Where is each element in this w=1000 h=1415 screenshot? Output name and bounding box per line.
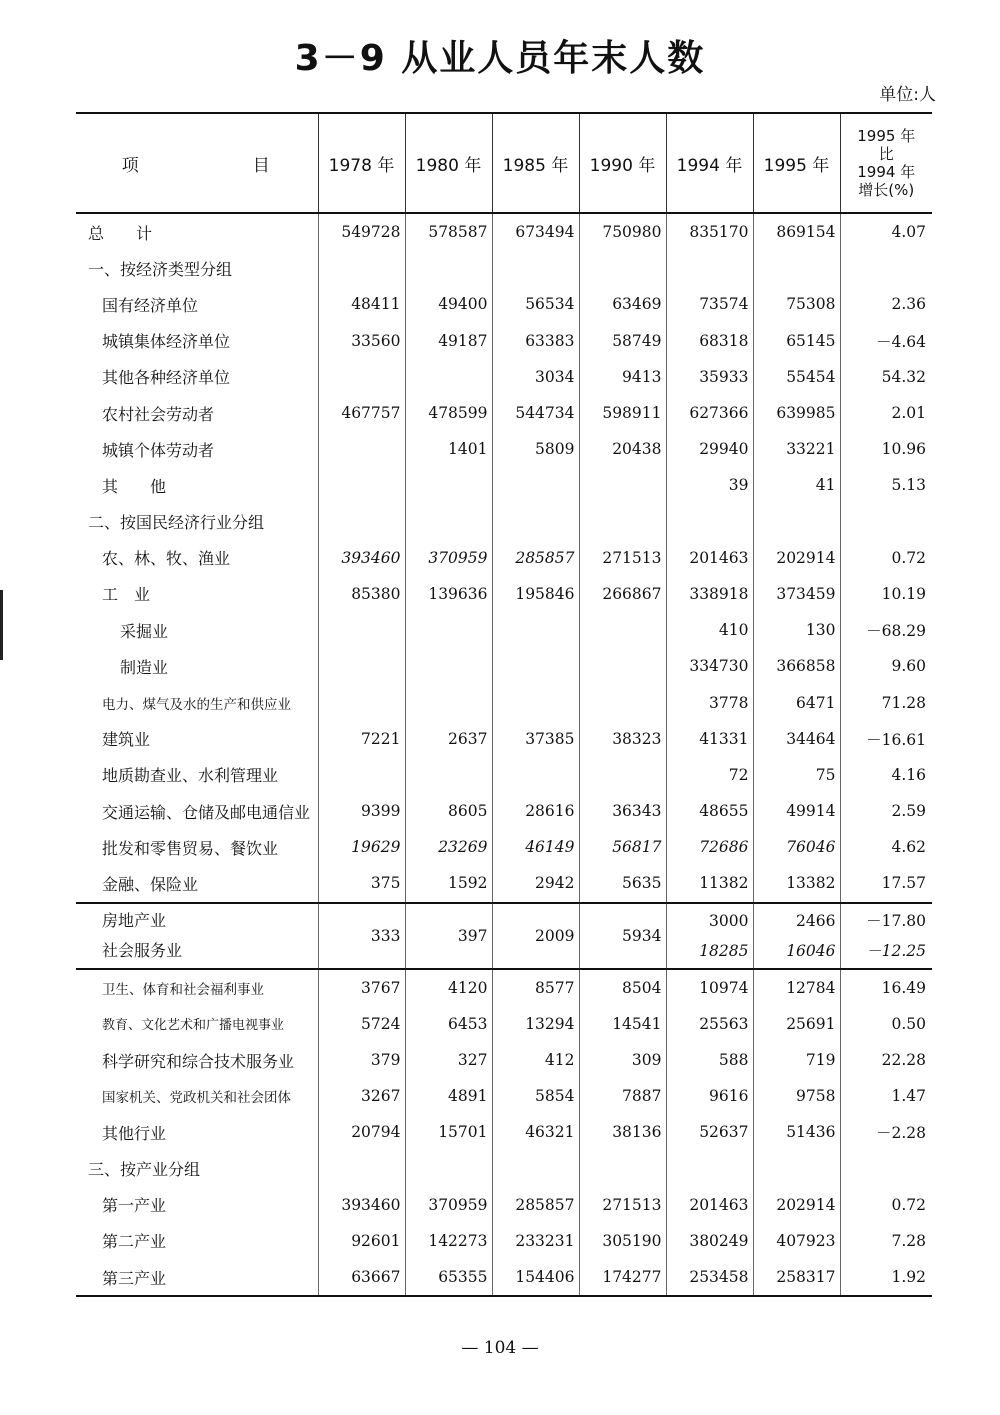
- table-row: [76, 540, 932, 576]
- growth-cell: [840, 1151, 932, 1187]
- table-cell: [579, 504, 666, 540]
- header-growth-line1: 1995 年: [857, 127, 916, 145]
- table-cell: 75308: [753, 286, 840, 322]
- table-cell: 201463: [666, 540, 753, 576]
- table-row: [76, 504, 932, 540]
- table-row: [76, 1151, 932, 1187]
- row-label: 电力、煤气及水的生产和供应业: [102, 696, 291, 713]
- table-row: [76, 395, 932, 431]
- growth-cell: [840, 504, 932, 540]
- table-cell: [492, 684, 579, 720]
- table-row: [76, 431, 932, 467]
- table-cell: 38136: [579, 1114, 666, 1150]
- table-cell: [405, 467, 492, 503]
- table-cell: [579, 684, 666, 720]
- table-cell: [318, 504, 405, 540]
- table-cell: [405, 612, 492, 648]
- table-cell: 271513: [579, 540, 666, 576]
- unit-label: 单位:人: [879, 85, 936, 105]
- row-label: 其他行业: [102, 1123, 167, 1143]
- table-cell: 52637: [666, 1114, 753, 1150]
- row-label: 交通运输、仓储及邮电通信业: [102, 802, 311, 822]
- table-cell: 4891: [405, 1078, 492, 1114]
- table-body-merged: [76, 903, 932, 969]
- table-cell: 9758: [753, 1078, 840, 1114]
- table-cell: 8605: [405, 793, 492, 829]
- row-label: 农村社会劳动者: [102, 404, 215, 424]
- table-cell: 375: [318, 865, 405, 902]
- table-cell: 29940: [666, 431, 753, 467]
- scan-edge-mark: [0, 590, 3, 660]
- employment-table: [76, 112, 932, 1297]
- table-cell: 130: [753, 612, 840, 648]
- cell-social-services-growth: －12.25: [866, 941, 926, 960]
- table-cell: 750980: [579, 213, 666, 250]
- table-cell: 37385: [492, 721, 579, 757]
- table-cell: 12784: [753, 969, 840, 1006]
- table-cell: 65355: [405, 1259, 492, 1296]
- table-cell: 202914: [753, 1187, 840, 1223]
- table-cell: [579, 467, 666, 503]
- row-label: 建筑业: [102, 730, 151, 750]
- cell-merged-1978: 333: [318, 903, 405, 969]
- row-label: 国家机关、党政机关和社会团体: [102, 1090, 291, 1107]
- table-cell: 5854: [492, 1078, 579, 1114]
- cell-merged-growth: [840, 903, 932, 969]
- table-cell: 588: [666, 1042, 753, 1078]
- table-cell: 92601: [318, 1223, 405, 1259]
- header-year-1978: 1978 年: [318, 113, 405, 213]
- growth-cell: 9.60: [840, 648, 932, 684]
- cell-merged-1995: [753, 903, 840, 969]
- table-cell: [318, 431, 405, 467]
- table-cell: 13382: [753, 865, 840, 902]
- table-cell: 412: [492, 1042, 579, 1078]
- table-cell: 34464: [753, 721, 840, 757]
- row-label: 采掘业: [120, 621, 169, 641]
- table-cell: 9616: [666, 1078, 753, 1114]
- table-cell: [318, 757, 405, 793]
- table-cell: 544734: [492, 395, 579, 431]
- table-cell: 48411: [318, 286, 405, 322]
- table-row: [76, 829, 932, 865]
- table-cell: 39: [666, 467, 753, 503]
- table-cell: 201463: [666, 1187, 753, 1223]
- row-label: 地质勘查业、水利管理业: [102, 766, 279, 786]
- table-cell: [666, 250, 753, 286]
- row-label: 科学研究和综合技术服务业: [102, 1051, 295, 1071]
- table-cell: [579, 612, 666, 648]
- table-cell: 2637: [405, 721, 492, 757]
- table-cell: [492, 757, 579, 793]
- row-label: 二、按国民经济行业分组: [88, 513, 265, 533]
- table-cell: 2942: [492, 865, 579, 902]
- table-cell: [318, 467, 405, 503]
- table-cell: 6453: [405, 1006, 492, 1042]
- table-cell: 48655: [666, 793, 753, 829]
- table-cell: [492, 504, 579, 540]
- table-cell: 407923: [753, 1223, 840, 1259]
- table-cell: [753, 250, 840, 286]
- table-cell: [318, 250, 405, 286]
- growth-cell: －68.29: [840, 612, 932, 648]
- table-cell: [492, 1151, 579, 1187]
- row-label: 农、林、牧、渔业: [102, 549, 231, 569]
- row-label: 其他各种经济单位: [102, 368, 231, 388]
- table-cell: 4120: [405, 969, 492, 1006]
- growth-cell: 2.36: [840, 286, 932, 322]
- table-row: [76, 1259, 932, 1296]
- table-cell: 673494: [492, 213, 579, 250]
- table-cell: [318, 684, 405, 720]
- growth-cell: 1.92: [840, 1259, 932, 1296]
- row-label-real-estate: 房地产业: [102, 910, 167, 930]
- table-cell: 8504: [579, 969, 666, 1006]
- table-cell: [579, 648, 666, 684]
- table-cell: 380249: [666, 1223, 753, 1259]
- table-cell: 202914: [753, 540, 840, 576]
- table-cell: 7221: [318, 721, 405, 757]
- table-cell: 56534: [492, 286, 579, 322]
- table-cell: 305190: [579, 1223, 666, 1259]
- table-cell: 266867: [579, 576, 666, 612]
- table-cell: 154406: [492, 1259, 579, 1296]
- table-row: [76, 250, 932, 286]
- growth-cell: 0.50: [840, 1006, 932, 1042]
- table-cell: [405, 648, 492, 684]
- table-cell: 58749: [579, 323, 666, 359]
- table-cell: 9399: [318, 793, 405, 829]
- table-cell: 467757: [318, 395, 405, 431]
- cell-merged-1980: 397: [405, 903, 492, 969]
- row-label: 制造业: [120, 657, 169, 677]
- growth-cell: 4.16: [840, 757, 932, 793]
- table-row: [76, 323, 932, 359]
- table-cell: [405, 504, 492, 540]
- table-cell: 63667: [318, 1259, 405, 1296]
- table-cell: 35933: [666, 359, 753, 395]
- table-row: [76, 721, 932, 757]
- table-cell: 72: [666, 757, 753, 793]
- row-label: 其 他: [102, 476, 167, 496]
- table-cell: 869154: [753, 213, 840, 250]
- table-cell: [318, 612, 405, 648]
- table-cell: 285857: [492, 1187, 579, 1223]
- table-cell: 49400: [405, 286, 492, 322]
- header-year-1990: 1990 年: [579, 113, 666, 213]
- table-cell: 174277: [579, 1259, 666, 1296]
- table-cell: 3767: [318, 969, 405, 1006]
- table-row: [76, 969, 932, 1006]
- growth-cell: 0.72: [840, 1187, 932, 1223]
- growth-cell: 10.19: [840, 576, 932, 612]
- table-cell: 285857: [492, 540, 579, 576]
- table-cell: 46149: [492, 829, 579, 865]
- table-cell: 85380: [318, 576, 405, 612]
- table-row: [76, 612, 932, 648]
- table-cell: 41: [753, 467, 840, 503]
- growth-cell: 4.62: [840, 829, 932, 865]
- row-label: 卫生、体育和社会福利事业: [102, 981, 264, 998]
- table-cell: 25691: [753, 1006, 840, 1042]
- page-title: 3－9 从业人员年末人数: [294, 38, 706, 79]
- table-cell: 20438: [579, 431, 666, 467]
- growth-cell: 71.28: [840, 684, 932, 720]
- table-cell: 258317: [753, 1259, 840, 1296]
- cell-real-estate-growth: －17.80: [866, 911, 926, 930]
- table-row-merged: [76, 903, 932, 969]
- cell-merged-1994: [666, 903, 753, 969]
- table-cell: 56817: [579, 829, 666, 865]
- cell-real-estate-1995: 2466: [796, 911, 836, 930]
- table-cell: 393460: [318, 1187, 405, 1223]
- table-cell: [405, 250, 492, 286]
- table-cell: 393460: [318, 540, 405, 576]
- row-label: 第二产业: [102, 1232, 167, 1252]
- table-cell: [318, 648, 405, 684]
- table-cell: 3778: [666, 684, 753, 720]
- table-cell: 233231: [492, 1223, 579, 1259]
- table-cell: [405, 1151, 492, 1187]
- growth-cell: 17.57: [840, 865, 932, 902]
- table-cell: 25563: [666, 1006, 753, 1042]
- table-cell: 142273: [405, 1223, 492, 1259]
- table-cell: 76046: [753, 829, 840, 865]
- table-cell: [579, 250, 666, 286]
- row-label: 教育、文化艺术和广播电视事业: [102, 1018, 285, 1034]
- header-item: [76, 113, 318, 213]
- table-body-top: [76, 213, 932, 903]
- row-label-merged: [76, 903, 318, 969]
- table-cell: 410: [666, 612, 753, 648]
- header-growth-line4: 增长(%): [858, 181, 915, 199]
- table-cell: 73574: [666, 286, 753, 322]
- table-cell: 549728: [318, 213, 405, 250]
- table-row: [76, 684, 932, 720]
- table-cell: 3267: [318, 1078, 405, 1114]
- table-cell: 379: [318, 1042, 405, 1078]
- row-label: 工 业: [102, 585, 151, 605]
- table-row: [76, 793, 932, 829]
- growth-cell: 0.72: [840, 540, 932, 576]
- table-cell: 835170: [666, 213, 753, 250]
- row-label: 第三产业: [76, 1259, 318, 1296]
- row-label: 第一产业: [102, 1196, 167, 1216]
- table-cell: 3034: [492, 359, 579, 395]
- cell-merged-1990: 5934: [579, 903, 666, 969]
- table-cell: 46321: [492, 1114, 579, 1150]
- header-item-left: 项: [121, 155, 141, 176]
- table-cell: 578587: [405, 213, 492, 250]
- table-row: [76, 757, 932, 793]
- table-cell: 15701: [405, 1114, 492, 1150]
- header-year-1995: 1995 年: [753, 113, 840, 213]
- row-label: 城镇个体劳动者: [102, 440, 215, 460]
- table-row: [76, 1006, 932, 1042]
- table-cell: 5724: [318, 1006, 405, 1042]
- table-cell: [666, 504, 753, 540]
- table-cell: 49187: [405, 323, 492, 359]
- growth-cell: 10.96: [840, 431, 932, 467]
- table-row: [76, 576, 932, 612]
- table-cell: 478599: [405, 395, 492, 431]
- header-year-1985: 1985 年: [492, 113, 579, 213]
- table-cell: 9413: [579, 359, 666, 395]
- table-cell: 309: [579, 1042, 666, 1078]
- table-cell: [753, 504, 840, 540]
- table-cell: 63383: [492, 323, 579, 359]
- table-cell: 11382: [666, 865, 753, 902]
- growth-cell: 16.49: [840, 969, 932, 1006]
- growth-cell: [840, 250, 932, 286]
- table-cell: 719: [753, 1042, 840, 1078]
- row-label-social-services: 社会服务业: [102, 940, 183, 960]
- header-row: [76, 113, 932, 213]
- growth-cell: 54.32: [840, 359, 932, 395]
- table-cell: 41331: [666, 721, 753, 757]
- header-growth-line3: 1994 年: [857, 163, 916, 181]
- growth-cell: 5.13: [840, 467, 932, 503]
- header-year-1994: 1994 年: [666, 113, 753, 213]
- cell-social-services-1994: 18285: [699, 941, 749, 960]
- growth-cell: －16.61: [840, 721, 932, 757]
- table-cell: 370959: [405, 540, 492, 576]
- row-label: 城镇集体经济单位: [102, 332, 231, 352]
- table-cell: 6471: [753, 684, 840, 720]
- table-cell: 253458: [666, 1259, 753, 1296]
- table-cell: 627366: [666, 395, 753, 431]
- table-row: [76, 865, 932, 902]
- cell-social-services-1995: 16046: [786, 941, 836, 960]
- table-cell: 5635: [579, 865, 666, 902]
- table-row: [76, 1078, 932, 1114]
- table-cell: 598911: [579, 395, 666, 431]
- table-row: [76, 286, 932, 322]
- table-cell: [492, 467, 579, 503]
- header-year-1980: 1980 年: [405, 113, 492, 213]
- header-item-right: 目: [252, 155, 272, 176]
- table-cell: 271513: [579, 1187, 666, 1223]
- growth-cell: 2.59: [840, 793, 932, 829]
- row-label: 国有经济单位: [102, 295, 199, 315]
- table-row: [76, 213, 932, 250]
- table-row: [76, 1114, 932, 1150]
- growth-cell: 1.47: [840, 1078, 932, 1114]
- header-growth-line2: 比: [878, 145, 894, 163]
- table-row: [76, 467, 932, 503]
- table-cell: 75: [753, 757, 840, 793]
- table-cell: 366858: [753, 648, 840, 684]
- row-label: 一、按经济类型分组: [88, 259, 233, 279]
- table-cell: 327: [405, 1042, 492, 1078]
- table-cell: [579, 1151, 666, 1187]
- table-cell: [405, 684, 492, 720]
- growth-cell: －4.64: [840, 323, 932, 359]
- table-cell: 195846: [492, 576, 579, 612]
- table-cell: [492, 648, 579, 684]
- table-row: [76, 1187, 932, 1223]
- table-cell: 49914: [753, 793, 840, 829]
- table-cell: [492, 612, 579, 648]
- table-cell: [405, 359, 492, 395]
- table-cell: [579, 757, 666, 793]
- table-cell: 28616: [492, 793, 579, 829]
- table-cell: 20794: [318, 1114, 405, 1150]
- table-cell: 8577: [492, 969, 579, 1006]
- table-cell: [492, 250, 579, 286]
- table-row: [76, 359, 932, 395]
- table-cell: [318, 1151, 405, 1187]
- table-row: [76, 648, 932, 684]
- table-cell: 33560: [318, 323, 405, 359]
- growth-cell: 2.01: [840, 395, 932, 431]
- table-cell: 1592: [405, 865, 492, 902]
- table-cell: 65145: [753, 323, 840, 359]
- table-cell: 23269: [405, 829, 492, 865]
- cell-merged-1985: 2009: [492, 903, 579, 969]
- growth-cell: 4.07: [840, 213, 932, 250]
- table-cell: [318, 359, 405, 395]
- table-cell: 370959: [405, 1187, 492, 1223]
- row-label: 金融、保险业: [76, 865, 318, 902]
- growth-cell: －2.28: [840, 1114, 932, 1150]
- row-label: 总 计: [88, 223, 153, 243]
- table-cell: 334730: [666, 648, 753, 684]
- table-cell: 1401: [405, 431, 492, 467]
- table-body-bottom: [76, 969, 932, 1297]
- table-cell: [666, 1151, 753, 1187]
- table-cell: 51436: [753, 1114, 840, 1150]
- row-label: 批发和零售贸易、餐饮业: [102, 838, 279, 858]
- table-cell: [405, 757, 492, 793]
- table-cell: 373459: [753, 576, 840, 612]
- table-cell: 7887: [579, 1078, 666, 1114]
- header-growth: [840, 113, 932, 213]
- table-cell: 13294: [492, 1006, 579, 1042]
- table-cell: 10974: [666, 969, 753, 1006]
- page-number: — 104 —: [461, 1338, 539, 1358]
- table-row: [76, 1042, 932, 1078]
- table-cell: [753, 1151, 840, 1187]
- growth-cell: 7.28: [840, 1223, 932, 1259]
- table-cell: 5809: [492, 431, 579, 467]
- table-cell: 19629: [318, 829, 405, 865]
- table-cell: 338918: [666, 576, 753, 612]
- table-cell: 639985: [753, 395, 840, 431]
- table-cell: 72686: [666, 829, 753, 865]
- table-row: [76, 1223, 932, 1259]
- table-cell: 55454: [753, 359, 840, 395]
- table-cell: 36343: [579, 793, 666, 829]
- table-cell: 63469: [579, 286, 666, 322]
- table-cell: 68318: [666, 323, 753, 359]
- table-cell: 14541: [579, 1006, 666, 1042]
- row-label: 三、按产业分组: [88, 1160, 201, 1180]
- table-cell: 139636: [405, 576, 492, 612]
- table-cell: 38323: [579, 721, 666, 757]
- cell-real-estate-1994: 3000: [709, 911, 749, 930]
- table-cell: 33221: [753, 431, 840, 467]
- growth-cell: 22.28: [840, 1042, 932, 1078]
